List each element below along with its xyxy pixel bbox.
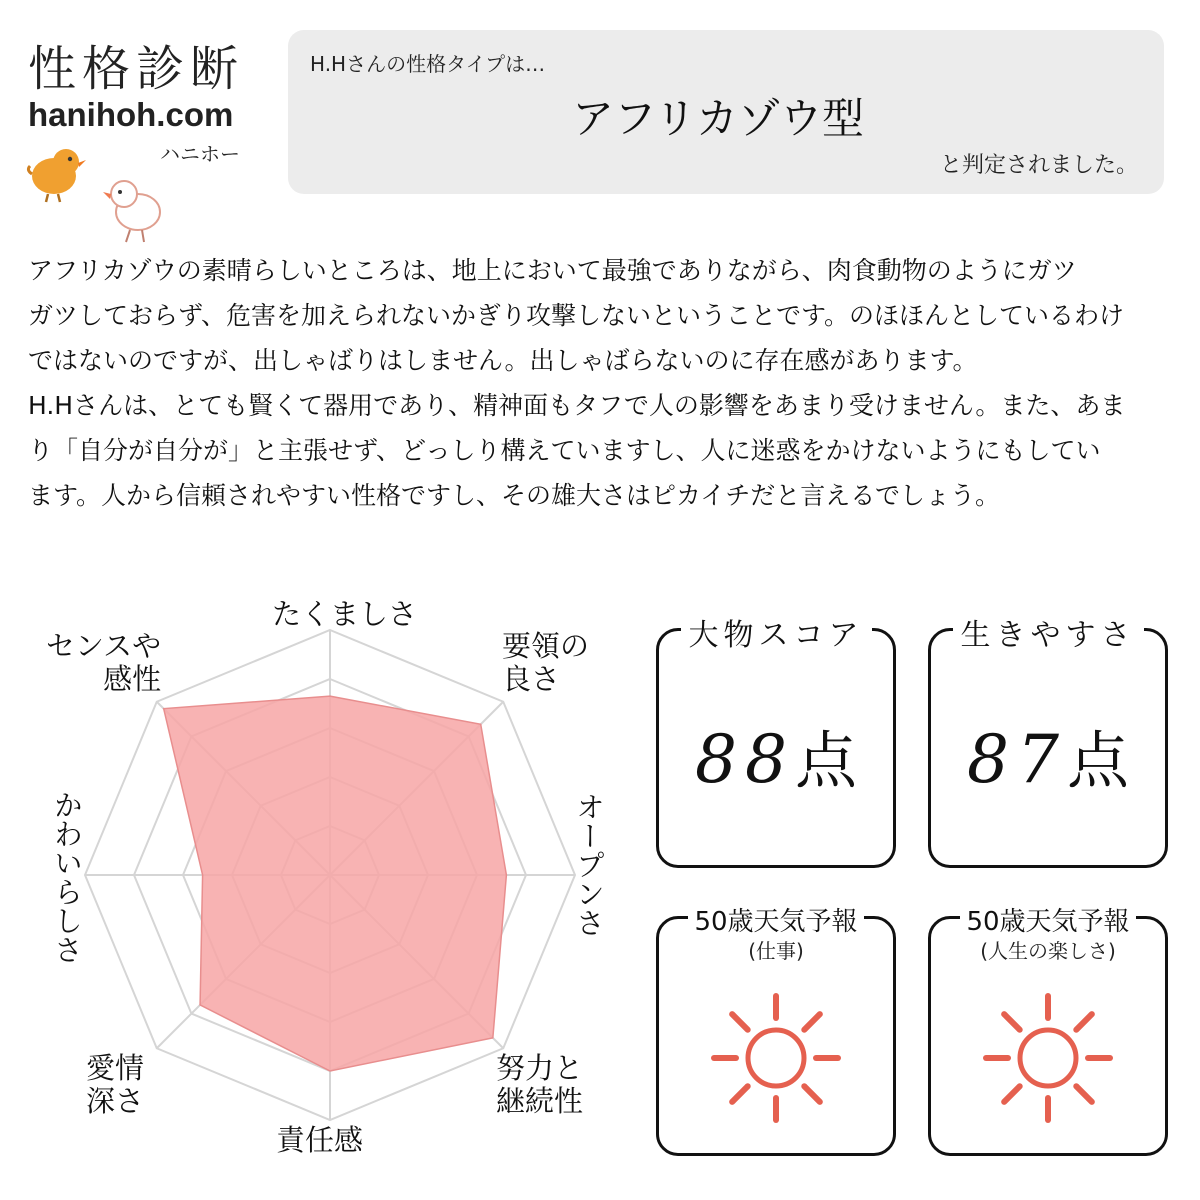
- ease-score-title: 生きやすさ: [931, 610, 1165, 654]
- big-score-value: 88点: [695, 721, 857, 798]
- white-chick-icon: [100, 172, 168, 244]
- big-score-title: 大物スコア: [659, 610, 893, 654]
- description: [28, 248, 1178, 518]
- sun-ray: [1004, 1086, 1020, 1102]
- axis-label-top-right: 要領の 良さ: [502, 629, 590, 696]
- axis-label-bottom: 責任感: [276, 1123, 364, 1157]
- axis-label-right: オープンさ: [572, 792, 606, 937]
- description-line: H.Hさんは、とても賢くて器用であり、精神面もタフで人の影響をあまり受けません。また、あま: [28, 391, 1126, 420]
- sun-icon: [699, 981, 853, 1135]
- result-outro: と判定されました。: [939, 153, 1138, 178]
- sun-disc: [748, 1030, 804, 1086]
- result-box: [288, 30, 1164, 194]
- description-line: ではないのですが、出しゃばりはしません。出しゃばらないのに存在感があります。: [28, 346, 978, 375]
- axis-label-bottom-left: 愛情 深さ: [86, 1051, 145, 1118]
- description-line: ます。人から信頼されやすい性格ですし、その雄大さはピカイチだと言えるでしょう。: [28, 481, 1001, 510]
- axis-label-bottom-right: 努力と 継続性: [496, 1051, 584, 1118]
- ease-score-value: 87点: [967, 721, 1129, 798]
- sun-ray: [1076, 1014, 1092, 1030]
- life-forecast-subtitle: (人生の楽しさ): [980, 939, 1116, 963]
- work-forecast-box: [656, 907, 896, 1156]
- logo-kana: ハニホー: [160, 142, 240, 166]
- sun-disc: [1020, 1030, 1076, 1086]
- logo-domain[interactable]: hanihoh.com: [28, 96, 234, 133]
- result-intro: H.Hさんの性格タイプは…: [310, 52, 546, 76]
- sun-ray: [804, 1086, 820, 1102]
- sun-ray: [804, 1014, 820, 1030]
- sun-ray: [732, 1014, 748, 1030]
- radar-data-polygon: [164, 696, 507, 1071]
- axis-label-top-left: センスや 感性: [46, 629, 162, 696]
- life-forecast-box: [928, 907, 1168, 1156]
- work-forecast-subtitle: (仕事): [748, 939, 804, 963]
- big-score-box: [656, 618, 896, 868]
- description-line: アフリカゾウの素晴らしいところは、地上において最強でありながら、肉食動物のようにガツ: [28, 256, 1077, 285]
- sun-ray: [732, 1086, 748, 1102]
- ease-score-box: [928, 618, 1168, 868]
- sun-icon: [971, 981, 1125, 1135]
- work-forecast-title: 50歳天気予報: [659, 901, 893, 938]
- axis-label-top: たくましさ: [272, 597, 418, 631]
- sun-ray: [1004, 1014, 1020, 1030]
- axis-label-left: かわいらしさ: [50, 790, 84, 964]
- logo-title: 性格診断: [28, 41, 245, 97]
- result-type: アフリカゾウ型: [572, 94, 864, 143]
- orange-chick-icon: [24, 144, 88, 204]
- sun-ray: [1076, 1086, 1092, 1102]
- description-line: ガツしておらず、危害を加えられないかぎり攻撃しないということです。のほほんとしているわけ: [28, 301, 1125, 330]
- life-forecast-title: 50歳天気予報: [931, 901, 1165, 938]
- description-line: り「自分が自分が」と主張せず、どっしり構えていますし、人に迷惑をかけないようにもしてい: [28, 436, 1101, 465]
